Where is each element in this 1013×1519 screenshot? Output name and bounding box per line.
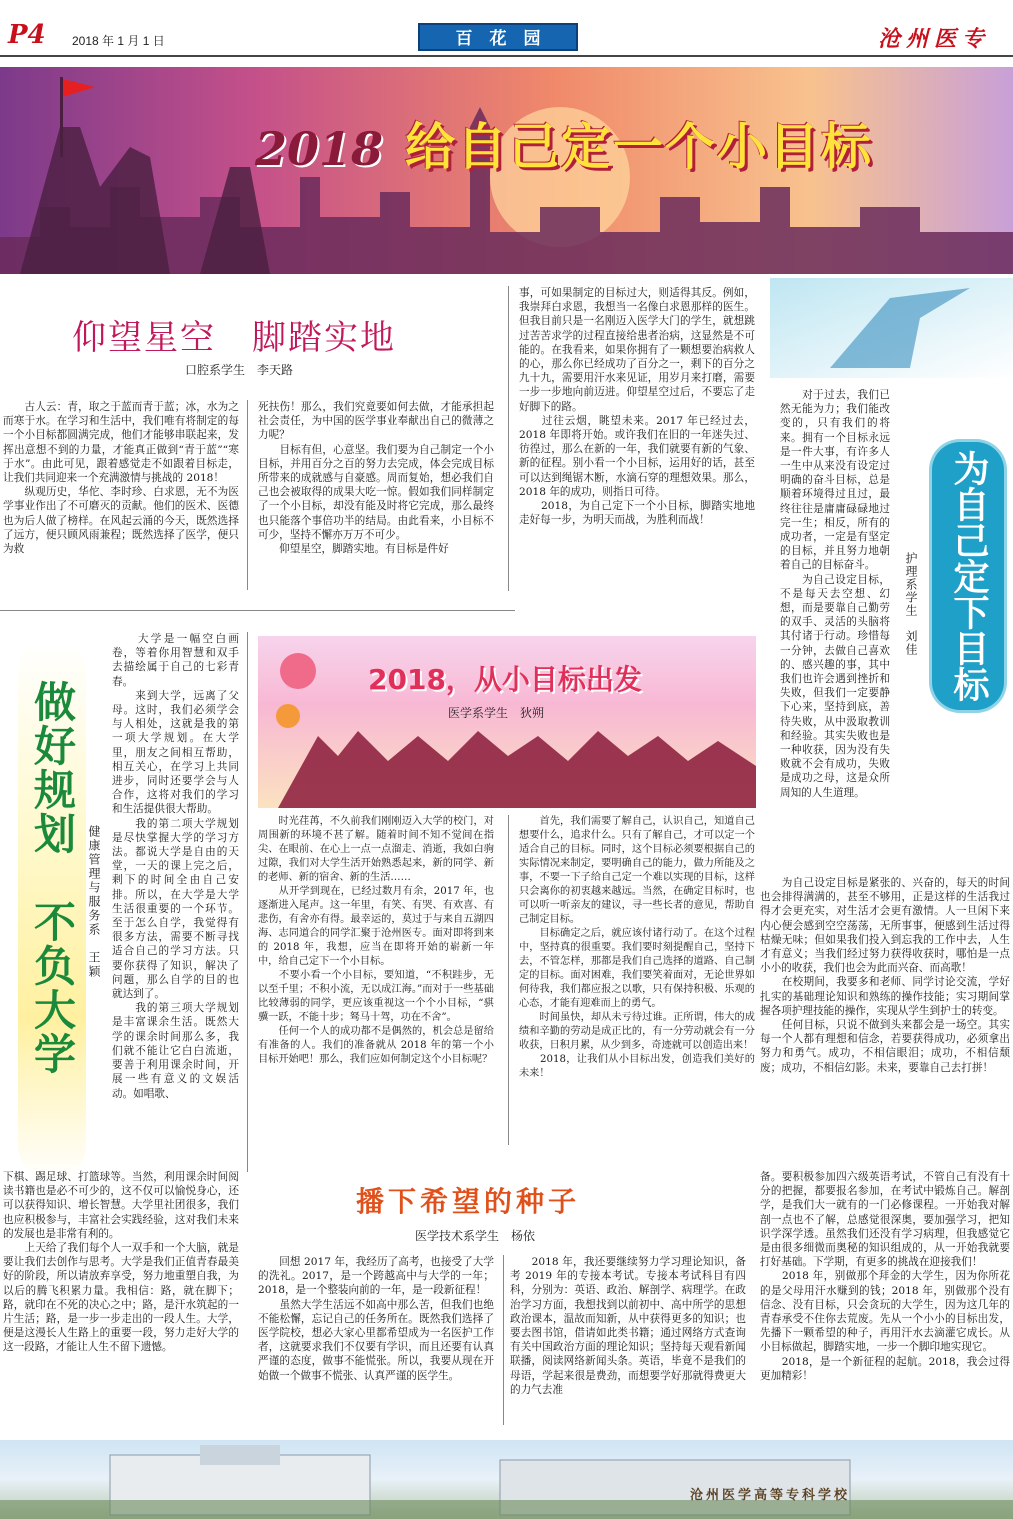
balloon-icon — [280, 653, 316, 689]
page-number: P4 — [8, 20, 46, 50]
issue-date: 2018 年 1 月 1 日 — [72, 34, 165, 48]
article2-title — [932, 442, 988, 710]
leaping-figure — [770, 278, 1013, 378]
banner-title: 给自己定一个小目标 — [405, 118, 873, 176]
masthead-logo: 沧州医专 — [878, 26, 991, 52]
article4-banner — [258, 636, 756, 808]
article1-col2: 死扶伤！那么，我们究竟要如何去做，才能承担起社会责任，为中国的医学事业奉献出自己的微薄之力呢？ 目标有但，心意坚。我们要为自己制定一个小目标，并用百分之百的努力去完成，体会完成目标所带来的成就感与自豪感。周而复始，想必我们自己也会被取得的成果大吃一惊。假如我们同样制定了一个小目标，却没有能及时将它完成，那么最终也只能落个事倍功半的结局。由此看来，小目标不可少，坚持不懈亦万万不可少。 仰望星空，脚踏实地。有目标是件好 — [258, 401, 494, 556]
header-rule — [0, 55, 1013, 57]
flag-pole — [60, 77, 63, 157]
campus-sign: 沧州医学高等专科学校 — [690, 1488, 851, 1503]
article1-col1: 古人云：青，取之于蓝而青于蓝；冰，水为之而寒于水。在学习和生活中，我们唯有将制定的每一个小目标都圆满完成，他们才能够串联起来，发挥出意想不到的力量，才能真正做到“青于蓝”“寒于水”。由此可见，跟着感觉走不如跟着目标走，让我们共同迎来一个充满激情与挑战的 2018！ 纵观历史，华佗、李时珍、白求恩，无不为医学事业作出了不可磨灭的贡献。他们的医术、医德也为后人做了榜样。在风起云涌的今天，既然选择了远方，便只顾风雨兼程；既然选择了医学，便只为救 — [3, 401, 239, 556]
article5-col3: 备。要积极参加四六级英语考试，不管自己有没有十分的把握，都要报名参加，在考试中锻炼自己。解剖学，是我们大一就有的一门必修课程。一开始我对解剖一点也不了解，总感觉很深奥，要加强学习，把知识学深学透。虽然我们还没有学习病理，但我感觉它是由很多细微而奥秘的知识组成的，从一开始我就要打好基础。下学期，有更多的挑战在迎接我们！ 2018 年，别做那个拜金的大学生，因为你所花的是父母用汗水赚到的钱；2018 年，别做那个没有信念、没有目标，只会贪玩的大学生，因为这几年的青春承受不住你去荒废。先从一个小小的目标出发，先播下一颗希望的种子，再用汗水去滴灌它成长。从小目标做起，脚踏实地，一步一个脚印地实现它。 2018，是一个新征程的起航。2018，我会过得更加精彩！ — [760, 1171, 1010, 1382]
runners-silhouette — [20, 127, 270, 274]
article5-col1: 回想 2017 年，我经历了高考，也接受了大学的洗礼。2017，是一个跨越高中与大学的一年；2018，是一个整装向前的一年，是一段新征程！ 虽然大学生活远不如高中那么苦，但我们也绝不能松懈，忘记自己的任务所在。既然我们选择了医学院校，想必大家心里都希望成为一名医护工作者，这就要求我们不仅要有学识，而且还要有认真严谨的态度，做事不能慌张。所以，我要从现在开始做一个做事不慌张、认真严谨的医学生。 — [258, 1256, 494, 1382]
article5-byline: 医学技术系学生 杨依 — [415, 1229, 536, 1243]
runners-silhouette — [278, 731, 756, 808]
section-title: 百 花 园 — [418, 23, 578, 51]
article4-col2: 首先，我们需要了解自己，认识自己，知道自己想要什么，追求什么。只有了解自己，才可以定一个适合自己的目标。同时，这个目标必须要根据自己的实际情况来制定，要明确自己的能力，做力所能及之事，不要一下子给自己定一个难以实现的目标，这样只会离你的初衷越来越远。当然，在确定目标时，也可以听一听亲友的建议，寻一些长者的意见，帮助自己制定目标。 目标确定之后，就应该付诸行动了。在这个过程中，坚持真的很重要。我们要时刻提醒自己，坚持下去，不管怎样，那都是我们自己选择的道路、自己制定的目标。面对困难，我们要笑着面对，无论世界如何待我，我们都应报之以歌，只有保持积极、乐观的心态，才能有迎难而上的勇气。 时间虽快，却从未亏待过谁。正所谓，伟大的成绩和辛勤的劳动是成正比的，有一分劳动就会有一分收获，日积月累，从少到多，奇迹就可以创造出来！ 2018，让我们从小目标出发，创造我们美好的未来！ — [519, 816, 755, 1079]
article2-decoration — [770, 278, 1013, 378]
top-banner — [0, 67, 1013, 274]
article4-byline: 医学系学生 狄朔 — [448, 706, 545, 720]
banner-year: 2018 — [255, 122, 384, 176]
campus-buildings — [0, 1440, 1013, 1519]
article3-byline: 健康管理与服务系 王颖 — [87, 825, 101, 979]
article3-title-text: 做好规划 不负大学 — [28, 680, 77, 1076]
article1-byline: 口腔系学生 李天路 — [185, 363, 294, 377]
article1-title: 仰望星空 脚踏实地 — [72, 318, 396, 358]
article4-col1: 时光荏苒，不久前我们刚刚迈入大学的校门，对周围新的环境不甚了解。随着时间不知不觉间在指尖、在眼前、在心上一点一点溜走、消逝，我如白驹过隙，我们对大学生活开始熟悉起来，新的同学、新的老师、新的宿舍、新的生活…… 从开学到现在，已经过数月有余，2017 年，也逐渐进入尾声。这一年里，有笑、有哭、有欢喜、有悲伤，有舍亦有得。最幸运的，莫过于与来自五湖四海、志同道合的同学汇聚于沧州医专。面对即将到来的 2018 年，我想，应当在即将开始的崭新一年中，给自己定下一个小目标。 不要小看一个小目标，要知道，“不积跬步，无以至千里；不积小流，无以成江海。”而对于一些基础比较薄弱的同学，更应该重视这一个个小目标，“骐骥一跃，不能十步；驽马十驾，功在不舍”。 任何一个人的成功都不是偶然的，机会总是留给有准备的人。我们的准备就从 2018 年的第一个小目标开始吧！那么，我们应如何制定这个小目标呢？ — [258, 816, 494, 1065]
article3-title — [18, 640, 86, 1180]
article5-title: 播下希望的种子 — [356, 1185, 581, 1218]
article2-col1: 对于过去，我们已然无能为力；我们能改变的，只有我们的将来。拥有一个目标永远是一件大事，有许多人一生中从来没有设定过明确的奋斗目标，总是顺着环境得过且过，最终往往是庸庸碌碌地过完一生；相反，所有的成功者，一定是有坚定的目标，并且努力地朝着自己的目标奋斗。 为自己设定目标，不是每天去空想、幻想，而是要靠自己勤劳的双手、灵活的头脑将其付诸于行动。珍惜每一分钟，去做自己喜欢的、感兴趣的事，其中我们也许会遇到挫折和失败，但我们一定要静下心来，坚持到底，善待失败，从中汲取教训和经验。其实失败也是一种收获，因为没有失败就不会有成功，失败是成功之母，这是众所周知的人生道理。 — [780, 389, 890, 799]
campus-photo — [0, 1440, 1013, 1519]
article3-col1: 大学是一幅空白画卷，等着你用智慧和双手去描绘属于自己的七彩青春。 来到大学，远离了父母。这时，我们必须学会与人相处，这就是我的第一项大学规划。在大学里，朋友之间相互帮助，相互关心，在学习上共同进步，同时还要学会与人合作，这将对我们的学习和生活提供很大帮助。 我的第二项大学规划是尽快掌握大学的学习方法。都说大学是自由的天堂，一天的课上完之后，剩下的时间全由自己安排。所以，在大学是大学生活很重要的一个环节。至于怎么自学，我觉得有很多方法，需要不断寻找适合自己的学习方法。只要你获得了知识，解决了问题，那么自学的目的也就达到了。 我的第三项大学规划是丰富课余生活。既然大学的课余时间那么多，我们就不能让它白白流逝，要善于利用课余时间，开展一些有意义的文娱活动。如唱歌、 — [112, 633, 239, 1100]
article2-byline: 护理系学生 刘佳 — [904, 552, 918, 656]
balloon-icon — [276, 704, 300, 728]
article1-col3: 事，可如果制定的目标过大，则适得其反。例如，我崇拜白求恩，我想当一名像白求恩那样的医生。但我目前只是一名刚迈入医学大门的学生，就想跳过苦苦求学的过程直接给患者治病，这显然是不可能的。在我看来，如果你拥有了一颗想要治病救人的心，那么你已经成功了百分之一，剩下的百分之九十九，需要用汗水来见证，用岁月来打磨，需要一步一步地向前迈进。仰望星空过后，不要忘了走好脚下的路。 过往云烟，眺望未来。2017 年已经过去，2018 年即将开始。或许我们在旧的一年迷失过、彷徨过，那么在新的一年，我们就要有新的气象、新的征程。别小看一个小目标，运用好的话，甚至可以达到绳锯木断，水滴石穿的理想效果。那么，2018 年的成功，则指日可待。 2018，为自己定下一个小目标，脚踏实地地走好每一步，为明天而战，为胜利而战！ — [519, 287, 755, 527]
flag — [63, 79, 95, 97]
article3-col2: 下棋、踢足球、打篮球等。当然，利用课余时间阅读书籍也是必不可少的，这不仅可以愉悦身心，还可以获得知识、增长智慧。大学里社团很多，我们也应积极参与，丰富社会实践经验，这对我们未来的发展也是非常有利的。 上天给了我们每个人一双手和一个大脑，就是要让我们去创作与思考。大学是我们正值青春最美好的阶段，所以请放弃享受，努力地重塑自我，为以后的腾飞积累力量。我相信：路，就在脚下；路，就印在不死的决心之中；路，是汗水筑起的一片生活；路，是一步一步走出的一段人生。大学，便是这漫长人生路上的重要一段，努力走好大学的这一段路，才能让人生不留下遗憾。 — [3, 1171, 239, 1354]
article2-title-text: 为自己定下目标 — [932, 442, 1004, 710]
article2-col2: 为自己设定目标是紧张的、兴奋的，每天的时间也会排得满满的，甚至不够用，正是这样的生活我过得才会更充实，对生活才会更有激情。人一旦闲下来内心便会感到空空荡荡，无所事事，便感到生活过得枯燥无味；但如果我们投入到忘我的工作中去，人生才有意义；当我们经过努力获得收获时，哪怕是一点小小的收获，我们也会为此而兴奋、而高歌！ 在校期间，我要多和老师、同学讨论交流，学好扎实的基础理论知识和熟练的操作技能；实习期间掌握各项护理技能的操作，实现从学生到护士的转变。 任何目标，只说不做到头来都会是一场空。其实每一个人都有理想和信念，若要获得成功，必须拿出努力和勇气。成功，不相信眼泪；成功，不相信颓废；成功，不相信幻影。未来，要靠自己去打拼！ — [760, 877, 1010, 1074]
article4-title: 2018，从小目标出发 — [368, 663, 642, 696]
article5-col2: 2018 年，我还要继续努力学习理论知识，备考 2019 年的专接本考试。专接本考试科目有四科，分别为：英语、政治、解剖学、病理学。在政治学习方面，我想找到以前初中、高中所学的思想政治课本，温故而知新，从中获得更多的知识；也要去图书馆，借请如此类书籍；通过网络方式查询有关中国政治方面的理论知识；坚持每天观看新闻联播，阅读网络新闻头条。英语，毕竟不是我们的母语，学起来很是费劲，而想要学好那就得费更大的力气去准 — [510, 1256, 746, 1396]
